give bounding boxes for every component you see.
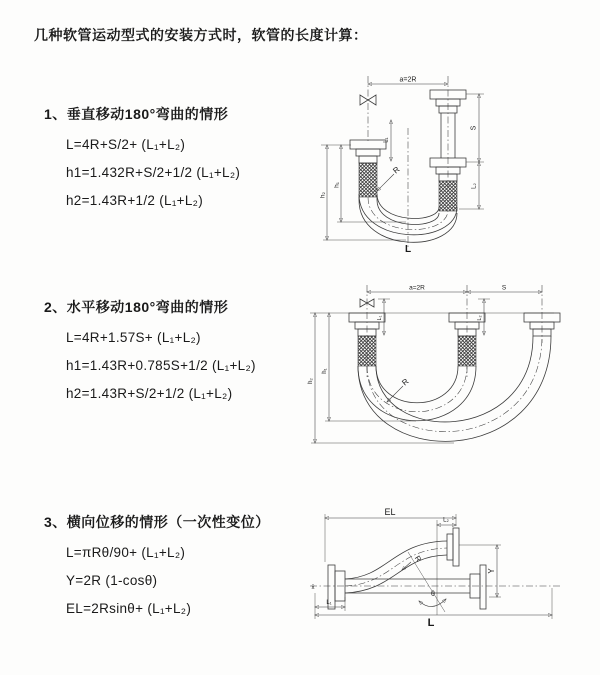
dimension-lines (311, 299, 490, 443)
hose-u-bend-position-2 (358, 336, 551, 441)
dim-label-span: a=2R (409, 284, 425, 292)
formula-EL: EL=2Rsinθ+ (L₁+L₂) (66, 601, 192, 616)
dim-label-h2: h₂ (308, 378, 314, 384)
dim-label-h1: h₁ (322, 368, 328, 374)
dim-label-h1: h₁ (333, 182, 341, 188)
section-lateral-displacement (44, 512, 270, 629)
dim-label-radius: R (400, 376, 411, 388)
dim-label-l2: L₂ (443, 517, 449, 524)
dim-label-length: L (404, 244, 412, 255)
dim-label-l2: L₂ (471, 183, 478, 189)
dim-label-theta: θ (431, 591, 435, 598)
dim-label-l1: L₁ (377, 315, 383, 321)
dim-label-el: EL (384, 507, 396, 517)
section-2-heading: 2、水平移动180°弯曲的情形 (44, 299, 229, 315)
dim-label-l1: L₁ (383, 137, 390, 143)
right-flange-connector (470, 565, 486, 609)
dim-label-h2: h₂ (319, 191, 327, 199)
diagram-vertical-180-bend (303, 70, 508, 255)
diagram-lateral-displacement (298, 504, 593, 656)
formula-h1: h1=1.432R+S/2+1/2 (L₁+L₂) (66, 165, 241, 180)
dim-label-l1: L₁ (326, 600, 332, 606)
hose-u-bend-position-1 (358, 366, 476, 421)
dim-label-l2: L₂ (477, 315, 483, 321)
diagram-horizontal-180-bend (300, 283, 562, 468)
centerlines (367, 285, 542, 379)
formula-L: L=πRθ/90+ (L₁+L₂) (66, 545, 186, 560)
dim-label-length: L (427, 617, 435, 629)
dim-label-radius: R (412, 553, 424, 564)
formula-h2: h2=1.43R+S/2+1/2 (L₁+L₂) (66, 386, 233, 401)
dimension-lines (315, 514, 552, 619)
upper-flange-connector (447, 528, 459, 566)
section-vertical-180 (44, 104, 240, 221)
s-curve-hose (345, 541, 447, 593)
formula-Y: Y=2R (1-cosθ) (66, 573, 158, 588)
dim-label-y: Y (487, 568, 496, 574)
datum-mark: x̄ (311, 585, 315, 591)
dim-label-radius: R (391, 164, 402, 176)
formula-L: L=4R+S/2+ (L₁+L₂) (66, 137, 186, 152)
formula-h1: h1=1.43R+0.785S+1/2 (L₁+L₂) (66, 358, 256, 373)
section-3-heading: 3、横向位移的情形（一次性变位） (44, 514, 270, 530)
left-flange-connector (350, 140, 386, 197)
page-title: 几种软管运动型式的安装方式时，软管的长度计算： (34, 27, 368, 43)
dim-label-stroke: S (470, 125, 478, 131)
section-1-heading: 1、垂直移动180°弯曲的情形 (44, 106, 229, 122)
formula-L: L=4R+1.57S+ (L₁+L₂) (66, 330, 201, 345)
dim-label-span: a=2R (399, 76, 417, 84)
dim-label-stroke: S (501, 284, 507, 292)
section-horizontal-180 (44, 297, 256, 414)
formula-h2: h2=1.43R+1/2 (L₁+L₂) (66, 193, 204, 208)
